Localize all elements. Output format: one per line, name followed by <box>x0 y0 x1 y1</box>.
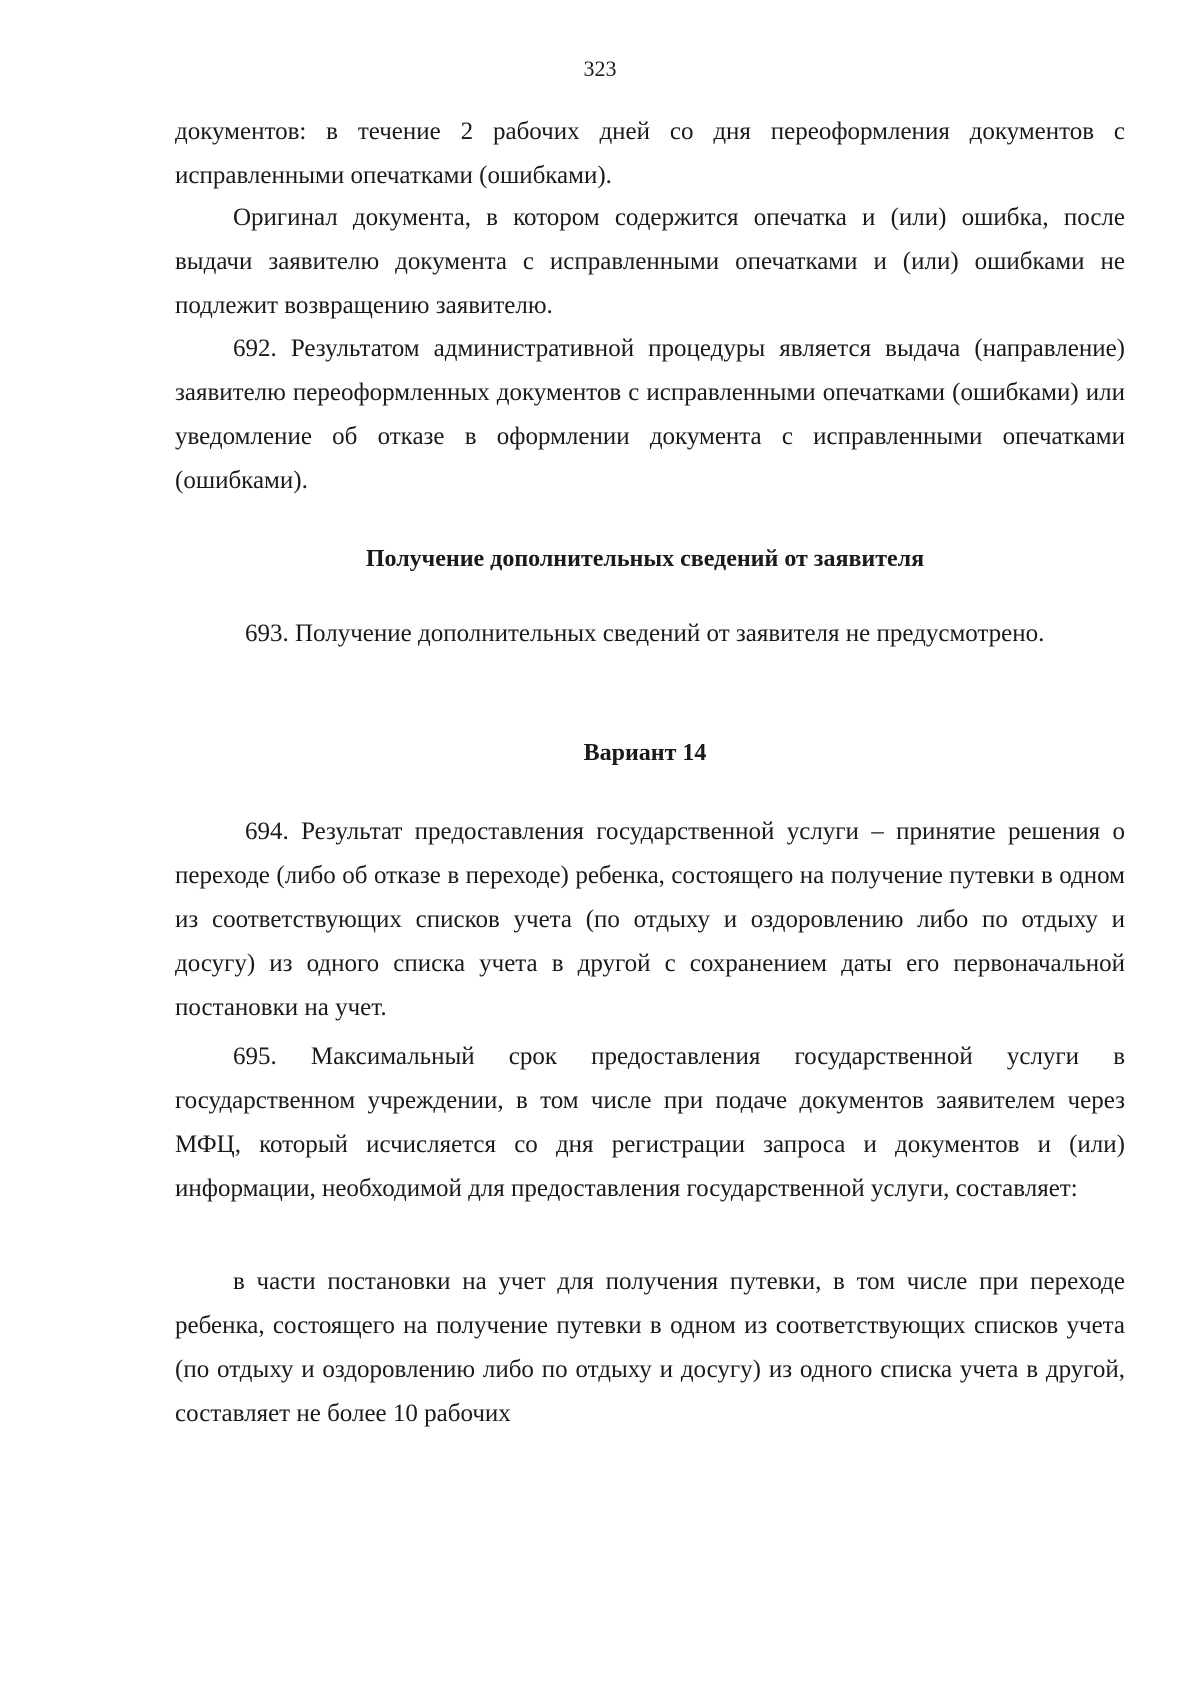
paragraph-695: 695. Максимальный срок предоставления государственной услуги в государственном учреждении, в том числе при подаче документов заявителем через МФЦ, который исчисляется со дня регистрации запроса и документов и (или) информации, необходимой для предоставления государственной услуги, составляет: <box>175 1043 1125 1202</box>
paragraph-original-document: Оригинал документа, в котором содержится опечатка и (или) ошибка, после выдачи заявителю документа с исправленными опечатками и (или) ошибками не подлежит возвращению заявителю. <box>175 204 1125 319</box>
page-number: 323 <box>583 56 617 81</box>
paragraph-continuation: документов: в течение 2 рабочих дней со дня переоформления документов с исправленными опечатками (ошибками). <box>175 118 1125 189</box>
section-heading-additional-info: Получение дополнительных сведений от заявителя <box>365 546 925 572</box>
paragraph-694: 694. Результат предоставления государственной услуги – принятие решения о переходе (либо об отказе в переходе) ребенка, состоящего на получение путевки в одном из соответствующих списков учета (по отдыху и оздоровлению либо по отдыху и досугу) из одного списка учета в другой с сохранением даты его первоначальной постановки на учет. <box>175 818 1125 1021</box>
section-heading-variant: Вариант 14 <box>583 740 707 766</box>
paragraph-692: 692. Результатом административной процедуры является выдача (направление) заявителю переоформленных документов с исправленными опечатками (ошибками) или уведомление об отказе в оформлении документа с исправленными опечатками (ошибками). <box>175 335 1125 494</box>
paragraph-part: в части постановки на учет для получения путевки, в том числе при переходе ребенка, состоящего на получение путевки в одном из соответствующих списков учета (по отдыху и оздоровлению либо по отдыху и досугу) из одного списка учета в другой, составляет не более 10 рабочих <box>175 1268 1125 1427</box>
paragraph-693: 693. Получение дополнительных сведений от заявителя не предусмотрено. <box>245 620 1045 647</box>
